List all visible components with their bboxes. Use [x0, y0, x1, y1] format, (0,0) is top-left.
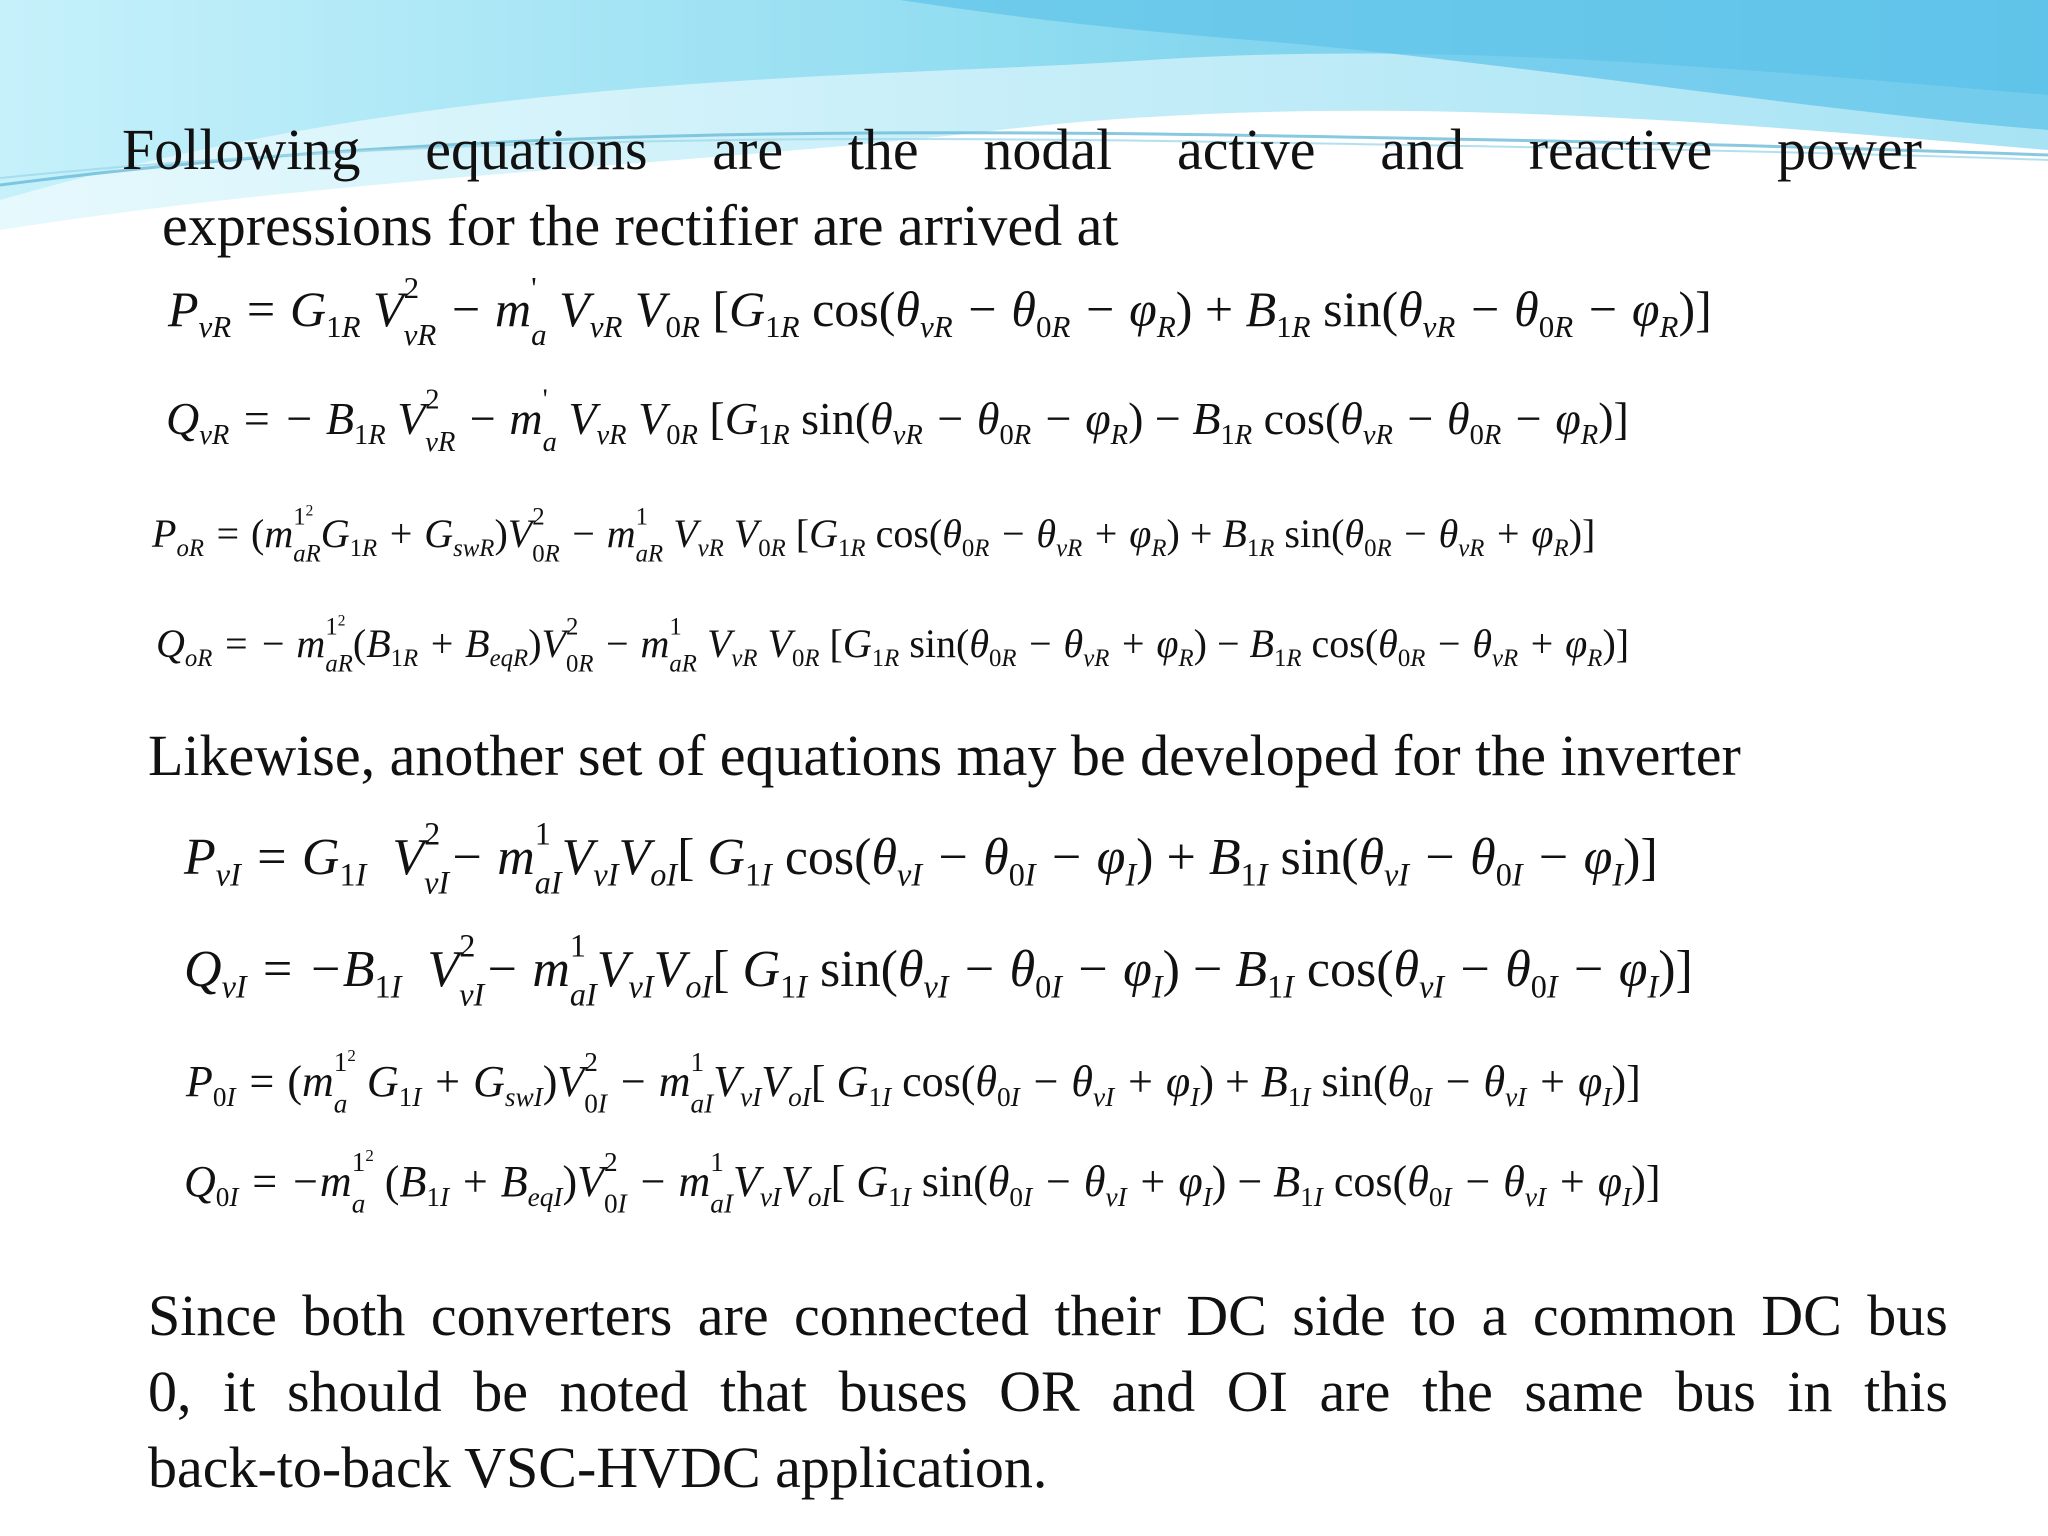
conclusion-word: Since — [148, 1283, 277, 1348]
intro-line-1 — [122, 112, 1922, 188]
conclusion-word: bus — [1675, 1359, 1756, 1424]
conclusion-word: buses — [838, 1359, 968, 1424]
intro-line-2: expressions for the rectifier are arrived at — [162, 193, 1119, 258]
conclusion-word: both — [302, 1283, 406, 1348]
conclusion-word: noted — [559, 1359, 689, 1424]
conclusion-word: OR — [999, 1359, 1080, 1424]
intro-word: the — [847, 117, 919, 182]
intro-word: reactive — [1528, 117, 1713, 182]
conclusion-word: it — [223, 1359, 256, 1424]
conclusion-word: that — [720, 1359, 808, 1424]
intro-word: are — [712, 117, 784, 182]
conclusion-word: common — [1532, 1283, 1736, 1348]
intro-paragraph — [122, 112, 1922, 264]
conclusion-word: DC — [1186, 1283, 1267, 1348]
intro-word: power — [1776, 117, 1922, 182]
likewise-paragraph: Likewise, another set of equations may be developed for the inverter — [148, 723, 1741, 788]
conclusion-word: be — [473, 1359, 528, 1424]
conclusion-word: connected — [794, 1283, 1030, 1348]
equation-q-vr: $Q_{vR}$ = − $B_{1R}$ V 2 vR − m ' a $V_{vR}$ $V_{0R}$ [$G_{1R}$ $\sin(\theta_{vR} - \theta_{0R} - \varphi_R) - B_{1R}$ $\cos(\theta_{vR} - \theta_{0R} - \varphi_R)$] — [166, 384, 1629, 458]
conclusion-word: DC — [1761, 1283, 1842, 1348]
equation-q-or: $Q_{oR}$ = − m $1^2$ aR $(B_{1R} + B_{eqR})V$ 2 0R − m 1 aR $V_{vR}$ $V_{0R}$ [$G_{1R}$ $\sin(\theta_{0R} - \theta_{vR} + \varphi_R) - B_{1R}$ $\cos(\theta_{0R} - \theta_{vR} + \varphi_R)$] — [156, 612, 1630, 678]
conclusion-word: the — [1421, 1359, 1493, 1424]
conclusion-word: OI — [1226, 1359, 1288, 1424]
intro-word: active — [1177, 117, 1316, 182]
conclusion-word: this — [1864, 1359, 1948, 1424]
intro-word: Following — [122, 117, 361, 182]
conclusion-word: a — [1481, 1283, 1508, 1348]
equation-p-0i: $P_{0I} = (m$ $1^2$ a $G_{1I} + G_{swI})V$ 2 0I − m 1 aI $V_{vI}V_{oI}$[ $G_{1I}$ $\cos(\theta_{0I} - \theta_{vI} + \varphi_I) + B_{1I}$ $\sin(\theta_{0I} - \theta_{vI} + \varphi_I)$] — [186, 1046, 1641, 1119]
conclusion-word: and — [1111, 1359, 1196, 1424]
conclusion-word: should — [286, 1359, 442, 1424]
conclusion-word: their — [1054, 1283, 1161, 1348]
conclusion-word: are — [697, 1283, 769, 1348]
conclusion-word: side — [1292, 1283, 1386, 1348]
intro-word: nodal — [983, 117, 1113, 182]
conclusion-word: converters — [430, 1283, 673, 1348]
equation-q-vi: $Q_{vI} = -B_{1I}$ V 2 vI − m 1 aI $V_{vI}V_{oI}$[ $G_{1I}$ $\sin(\theta_{vI} - \theta_{0I} - \varphi_I) - B_{1I}$ $\cos(\theta_{vI} - \theta_{0I} - \varphi_I)$] — [184, 927, 1693, 1013]
equation-p-or: $P_{oR} = (m$ $1^2$ aR $G_{1R} + G_{swR})V$ 2 0R − m 1 aR $V_{vR}$ $V_{0R}$ [$G_{1R}$ $\cos(\theta_{0R} - \theta_{vR} + \varphi_R) + B_{1R}$ $\sin(\theta_{0R} - \theta_{vR} + \varphi_R)$] — [152, 502, 1596, 568]
conclusion-word: in — [1787, 1359, 1833, 1424]
conclusion-word: bus — [1867, 1283, 1948, 1348]
equation-p-vr: $P_{vR} = G_{1R}$ V 2 vR − m ' a $V_{vR}$ $V_{0R}$ [$G_{1R}$ $\cos(\theta_{vR} - \theta_{0R} - \varphi_R) + B_{1R}$ $\sin(\theta_{vR} - \theta_{0R} - \varphi_R)$] — [168, 269, 1712, 352]
conclusion-word: to — [1411, 1283, 1457, 1348]
equation-q-0i: $Q_{0I} = -m$ $1^2$ a $(B_{1I} + B_{eqI})V$ 2 0I − m 1 aI $V_{vI}V_{oI}$[ $G_{1I}$ $\sin(\theta_{0I} - \theta_{vI} + \varphi_I) - B_{1I}$ $\cos(\theta_{0I} - \theta_{vI} + \varphi_I)$] — [184, 1146, 1661, 1219]
conclusion-line-1 — [148, 1278, 1948, 1354]
intro-word: equations — [425, 117, 648, 182]
conclusion-paragraph — [148, 1278, 1948, 1506]
conclusion-line-3: back-to-back VSC-HVDC application. — [148, 1435, 1048, 1500]
intro-word: and — [1380, 117, 1464, 182]
conclusion-word: are — [1319, 1359, 1391, 1424]
conclusion-word: 0, — [148, 1359, 192, 1424]
conclusion-line-2 — [148, 1354, 1948, 1430]
conclusion-word: same — [1524, 1359, 1644, 1424]
equation-p-vi: $P_{vI} = G_{1I}$ V 2 vI − m 1 aI $V_{vI}V_{oI}$[ $G_{1I}$ $\cos(\theta_{vI} - \theta_{0I} - \varphi_I) + B_{1I}$ $\sin(\theta_{vI} - \theta_{0I} - \varphi_I)$] — [184, 815, 1658, 901]
